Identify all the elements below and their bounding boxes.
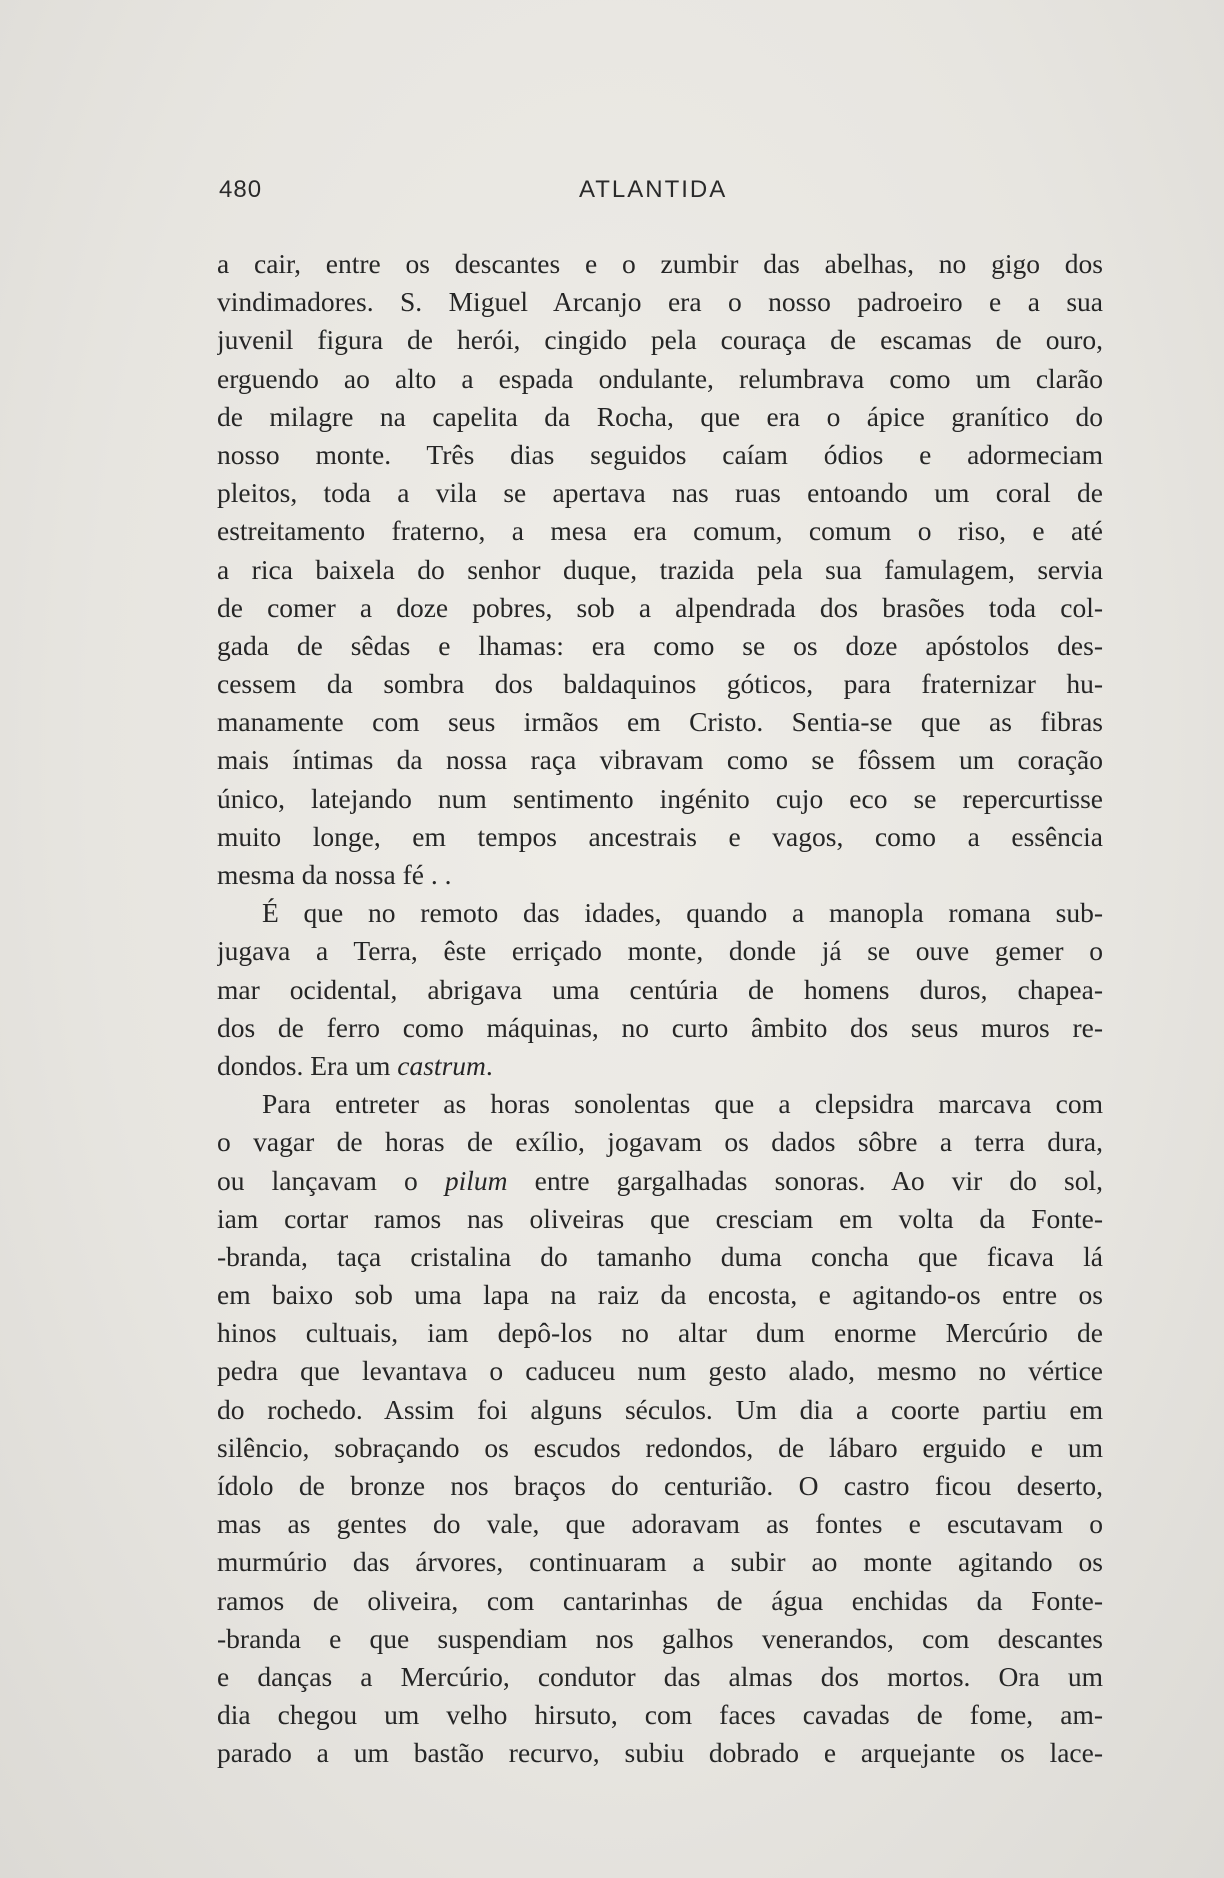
body-text [217,245,1103,1773]
text-line: -branda, taça cristalina do tamanho duma concha que ficava lá [217,1240,1103,1272]
text-line: cessem da sombra dos baldaquinos góticos, para fraternizar hu- [217,668,1103,700]
text-line: dos de ferro como máquinas, no curto âmbito dos seus muros re- [217,1011,1103,1043]
text-line: murmúrio das árvores, continuaram a subir ao monte agitando os [217,1546,1103,1578]
text-line: iam cortar ramos nas oliveiras que cresciam em volta da Fonte- [217,1202,1103,1234]
running-head [219,176,1099,212]
text-line: e danças a Mercúrio, condutor das almas dos mortos. Ora um [217,1660,1103,1692]
text-line: a cair, entre os descantes e o zumbir das abelhas, no gigo dos [217,248,1103,279]
text-line: parado a um bastão recurvo, subiu dobrado e arquejante os lace- [217,1737,1103,1769]
text-line: vindimadores. S. Miguel Arcanjo era o nosso padroeiro e a sua [217,286,1103,318]
text-line: ou lançavam o pilum entre gargalhadas sonoras. Ao vir do sol, [217,1164,1103,1196]
italic-word: pilum [444,1164,508,1196]
text-line: único, latejando num sentimento ingénito cujo eco se repercurtisse [217,782,1103,814]
text-line: juvenil figura de herói, cingido pela couraça de escamas de ouro, [217,324,1103,356]
text-line: Para entreter as horas sonolentas que a clepsidra marcava com [262,1088,1103,1120]
text-line: gada de sêdas e lhamas: era como se os doze apóstolos des- [217,629,1103,661]
text-line: a rica baixela do senhor duque, trazida pela sua famulagem, servia [217,553,1103,585]
text-line: hinos cultuais, iam depô-los no altar dum enorme Mercúrio de [217,1317,1103,1349]
text-line: -branda e que suspendiam nos galhos venerandos, com descantes [217,1622,1103,1654]
text-line: manamente com seus irmãos em Cristo. Sentia-se que as fibras [217,706,1103,738]
text-line: mas as gentes do vale, que adoravam as fontes e escutavam o [217,1508,1103,1540]
text-line: do rochedo. Assim foi alguns séculos. Um dia a coorte partiu em [217,1393,1103,1425]
text-line: nosso monte. Três dias seguidos caíam ódios e adormeciam [217,438,1103,470]
text-line: o vagar de horas de exílio, jogavam os dados sôbre a terra dura, [217,1126,1103,1158]
text-line: de milagre na capelita da Rocha, que era o ápice granítico do [217,400,1103,432]
text-line: ramos de oliveira, com cantarinhas de água enchidas da Fonte- [217,1584,1103,1616]
text-line: estreitamento fraterno, a mesa era comum, comum o riso, e até [217,515,1103,547]
italic-word: castrum [397,1049,486,1081]
running-title: ATLANTIDA [579,176,728,203]
text-line: mesma da nossa fé . . [217,859,452,890]
text-line: erguendo ao alto a espada ondulante, relumbrava como um clarão [217,362,1103,394]
text-line: pleitos, toda a vila se apertava nas ruas entoando um coral de [217,477,1103,509]
text-line: É que no remoto das idades, quando a manopla romana sub- [262,897,1103,929]
text-line: em baixo sob uma lapa na raiz da encosta, e agitando-os entre os [217,1279,1103,1311]
text-line: mais íntimas da nossa raça vibravam como se fôssem um coração [217,744,1103,776]
text-line: jugava a Terra, êste erriçado monte, donde já se ouve gemer o [217,935,1103,967]
text-line: ídolo de bronze nos braços do centurião. O castro ficou deserto, [217,1470,1103,1501]
text-line: dondos. Era um castrum. [217,1049,493,1081]
text-line: pedra que levantava o caduceu num gesto alado, mesmo no vértice [217,1355,1103,1387]
text-line: muito longe, em tempos ancestrais e vagos, como a essência [217,820,1103,852]
text-line: dia chegou um velho hirsuto, com faces cavadas de fome, am- [217,1699,1103,1731]
text-line: silêncio, sobraçando os escudos redondos, de lábaro erguido e um [217,1431,1103,1463]
page-number: 480 [219,176,263,203]
text-line: de comer a doze pobres, sob a alpendrada dos brasões toda col- [217,591,1103,623]
text-line: mar ocidental, abrigava uma centúria de homens duros, chapea- [217,973,1103,1005]
